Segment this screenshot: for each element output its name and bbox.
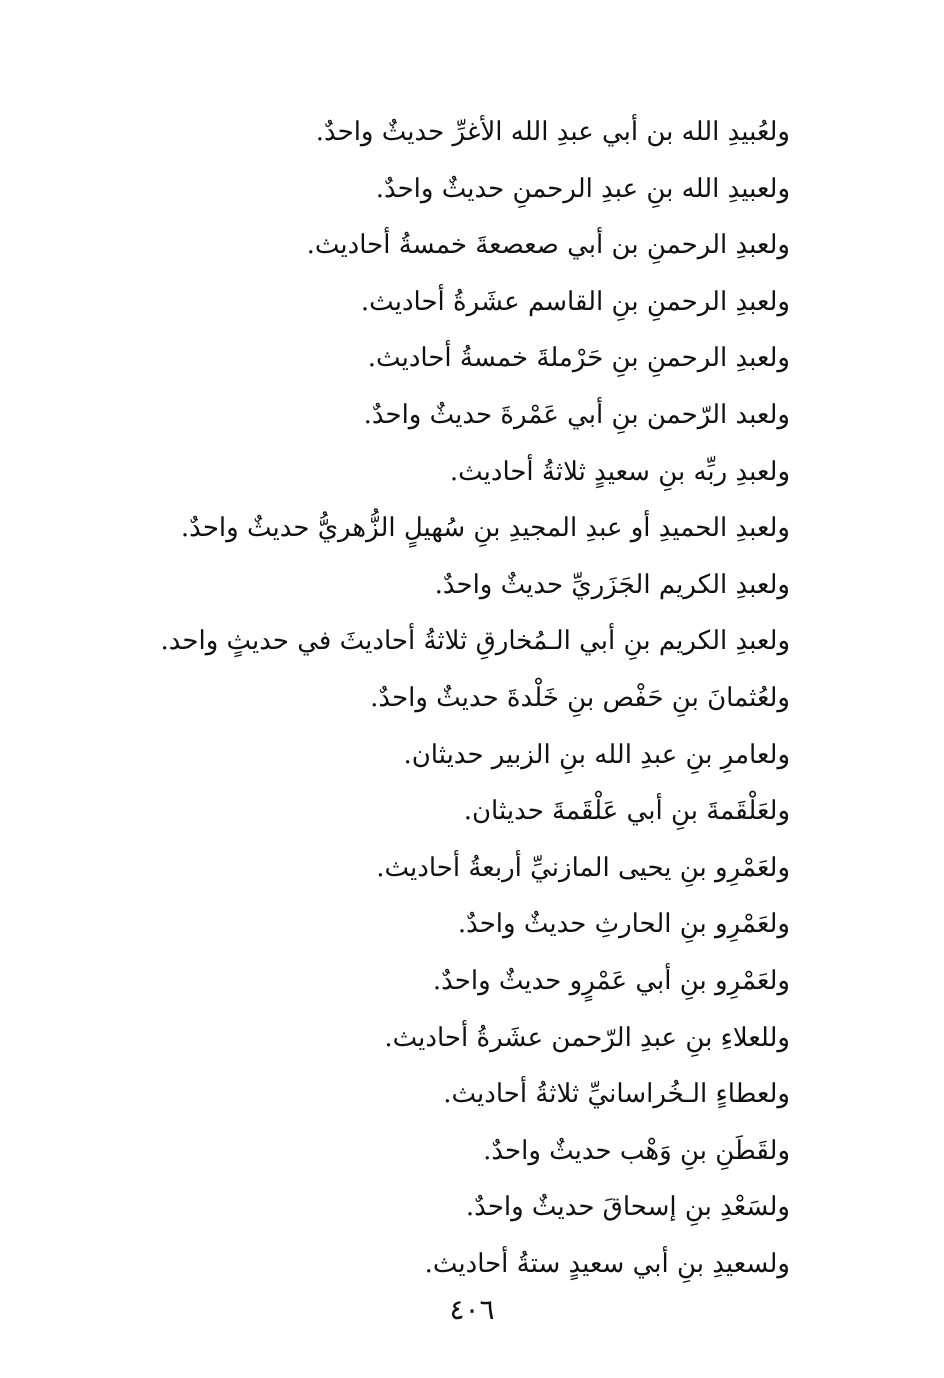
- text-line: ولعبد الرّحمن بنِ أبي عَمْرةَ حديثٌ واحدٌ.: [363, 399, 790, 430]
- text-line: ولعبدِ الرحمنِ بنِ القاسم عشَرةُ أحاديث.: [360, 286, 790, 317]
- text-line: ولعطاءٍ الـخُراسانيِّ ثلاثةُ أحاديث.: [443, 1079, 790, 1110]
- text-line: ولعُبيدِ الله بن أبي عبدِ الله الأغرِّ حديثٌ واحدٌ.: [315, 117, 790, 147]
- text-line: ولسعيدِ بنِ أبي سعيدٍ ستةُ أحاديث.: [424, 1248, 790, 1279]
- text-line: ولسَعْدِ بنِ إسحاقَ حديثٌ واحدٌ.: [465, 1192, 790, 1223]
- text-line: ولعَمْرِو بنِ يحيى المازنيِّ أربعةُ أحاديث.: [376, 852, 790, 883]
- text-line: ولعبدِ الكريم بنِ أبي الـمُخارقِ ثلاثةُ أحاديثَ في حديثٍ واحد.: [160, 626, 790, 657]
- text-line: ولعَلْقَمةَ بنِ أبي عَلْقَمةَ حديثان.: [463, 796, 790, 827]
- text-line: ولعبدِ الرحمنِ بن أبي صعصعةَ خمسةُ أحاديث.: [306, 230, 790, 261]
- text-line: ولعَمْرِو بنِ أبي عَمْرٍو حديثٌ واحدٌ.: [432, 965, 790, 996]
- text-line: ولعبدِ الحميدِ أو عبدِ المجيدِ بنِ سُهيلٍ الزُّهريُّ حديثٌ واحدٌ.: [180, 513, 790, 544]
- text-line: ولعبدِ الرحمنِ بنِ حَرْملةَ خمسةُ أحاديث.: [367, 343, 790, 374]
- text-body: [150, 104, 790, 1292]
- text-line: ولقَطَنِ بنِ وَهْب حديثٌ واحدٌ.: [483, 1135, 790, 1166]
- text-line: ولعبدِ ربِّه بنِ سعيدٍ ثلاثةُ أحاديث.: [449, 456, 790, 487]
- text-line: ولعامرِ بنِ عبدِ الله بنِ الزبير حديثان.: [403, 739, 790, 770]
- text-line: ولعُثمانَ بنِ حَفْص بنِ خَلْدةَ حديثٌ واحدٌ.: [370, 682, 790, 713]
- text-line: ولعَمْرِو بنِ الحارثِ حديثٌ واحدٌ.: [457, 909, 790, 940]
- text-line: ولعبيدِ الله بنِ عبدِ الرحمنِ حديثٌ واحدٌ.: [375, 173, 790, 204]
- page-number: ٤٠٦: [449, 1293, 495, 1326]
- text-line: ولعبدِ الكريم الجَزَريِّ حديثٌ واحدٌ.: [434, 569, 790, 600]
- text-line: وللعلاءِ بنِ عبدِ الرّحمن عشَرةُ أحاديث.: [384, 1022, 790, 1053]
